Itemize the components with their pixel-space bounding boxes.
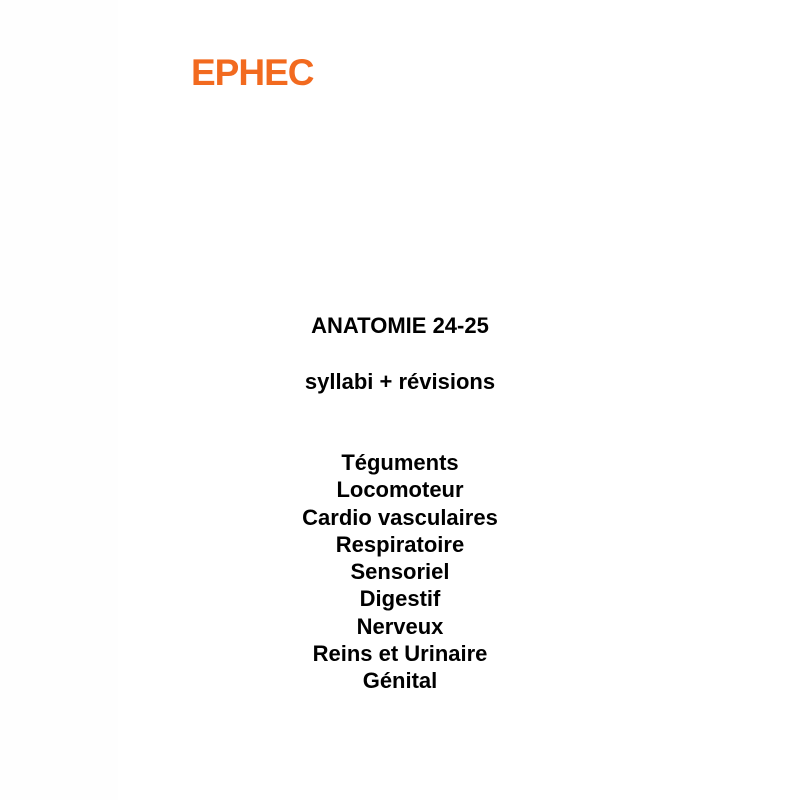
topic-item-locomoteur: Locomoteur	[336, 477, 464, 503]
topic-item-respiratoire: Respiratoire	[335, 531, 465, 557]
ephec-logo-mark	[191, 53, 321, 93]
ephec-logo-text: EPHEC	[191, 53, 314, 93]
topic-item-genital: Génital	[362, 668, 438, 694]
topic-item-digestif: Digestif	[359, 586, 441, 612]
topic-item-teguments: Téguments	[341, 450, 459, 475]
document-subtitle: syllabi + révisions	[304, 369, 496, 394]
topic-item-nerveux: Nerveux	[356, 613, 444, 639]
topic-item-reins-urinaire: Reins et Urinaire	[312, 641, 488, 667]
topic-list	[0, 449, 800, 695]
topic-item-cardio-vasculaires: Cardio vasculaires	[302, 504, 498, 530]
document-title: ANATOMIE 24-25	[311, 313, 489, 338]
ephec-logo	[191, 53, 321, 93]
topic-item-sensoriel: Sensoriel	[350, 559, 450, 585]
